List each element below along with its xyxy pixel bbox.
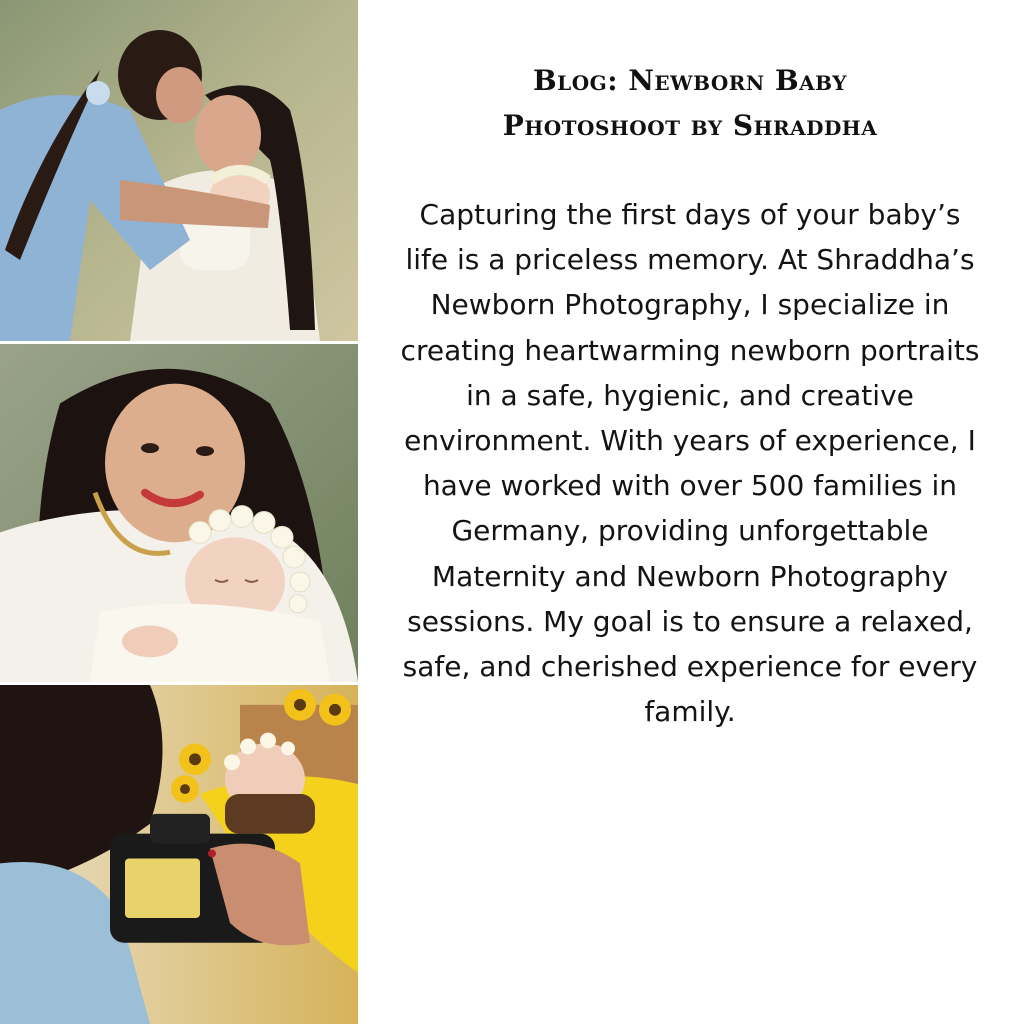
- photo-3-image: [0, 685, 358, 1024]
- photographer-posing-mother-photo: [0, 0, 358, 341]
- photo-collage: [0, 0, 358, 1024]
- blog-title: Blog: Newborn Baby Photoshoot by Shraddha: [502, 64, 878, 142]
- photographer-camera-newborn-photo: [0, 682, 358, 1024]
- blog-text-panel: [400, 0, 980, 1024]
- blog-body-text: Capturing the first days of your baby’s life is a priceless memory. At Shraddha’s Newborn Photography, I specialize in creating heartwarming newborn portraits in a safe, hygienic, and creative environment. With years of experience, I have worked with over 500 families in Germany, providing unforgettable Maternity and Newborn Photography sessions. My goal is to ensure a relaxed, safe, and cherished experience for every family.: [400, 198, 980, 729]
- mother-holding-newborn-photo: [0, 341, 358, 682]
- photo-1-image: [0, 0, 358, 341]
- photo-2-image: [0, 344, 358, 682]
